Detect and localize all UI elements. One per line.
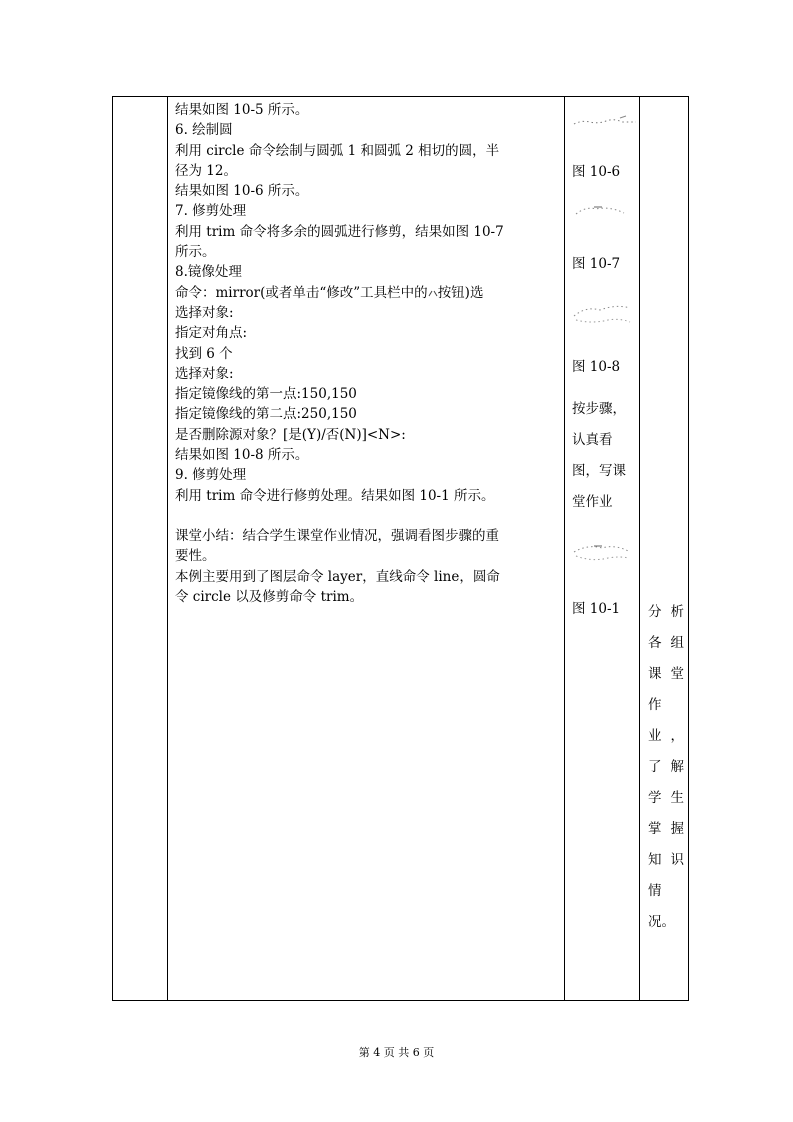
analysis-row [648,690,684,721]
figure-caption: 图 10-1 [572,601,621,617]
analysis-row [648,814,684,845]
analysis-char: 分 [648,604,662,620]
figure-thumbnail-10-6 [572,200,632,220]
text-line: 选择对象: [175,365,234,382]
analysis-row [648,721,684,752]
analysis-char: 握 [670,821,684,837]
analysis-char: 业 [648,728,662,744]
column-divider [167,96,168,1000]
analysis-column [648,597,684,938]
analysis-char: 掌 [648,821,662,837]
figure-caption: 图 10-6 [572,164,621,180]
analysis-row [648,783,684,814]
figure-caption: 图 10-8 [572,359,621,375]
text-line: 结果如图 10-6 所示。 [175,183,309,200]
analysis-char: 学 [648,790,662,806]
analysis-char: 析 [670,604,684,620]
analysis-char: 情 [648,883,662,899]
analysis-char: 堂 [670,666,684,682]
text-line: 利用 trim 命令将多余的圆弧进行修剪，结果如图 10-7 [175,223,504,240]
text-line: 找到 6 个 [175,345,233,362]
text-line: 径为 12。 [175,162,237,179]
text-line: 令 circle 以及修剪命令 trim。 [175,588,364,605]
analysis-row [648,659,684,690]
steps-note [572,394,632,518]
analysis-char: ， [670,728,684,744]
analysis-row [648,628,684,659]
analysis-char: 了 [648,759,662,775]
figure-thumbnail-10-7 [572,298,634,326]
text-line: 指定镜像线的第一点:150,150 [175,386,357,403]
steps-note-line: 堂作业 [572,494,613,510]
text-line: 8.镜像处理 [175,264,242,281]
text-line: 结果如图 10-8 所示。 [175,447,309,464]
analysis-char: 组 [670,635,684,651]
steps-note-line: 图，写课 [572,463,626,479]
analysis-row [648,876,684,907]
mirror-icon [428,288,438,298]
analysis-row [648,907,684,938]
text-line: 6. 绘制圆 [175,122,233,139]
column-divider [564,96,565,1000]
text-line: 选择对象: [175,304,234,321]
analysis-char: 况。 [648,914,675,930]
steps-note-line: 按步骤， [572,401,626,417]
text-line: 要性。 [175,548,216,565]
column-divider [639,96,640,1000]
text-line: 是否删除源对象？[是(Y)/否(N)]<N>: [175,426,406,443]
analysis-row [648,845,684,876]
text-line: 指定镜像线的第二点:250,150 [175,406,357,423]
text-line: 本例主要用到了图层命令 layer，直线命令 line，圆命 [175,568,500,585]
analysis-row [648,597,684,628]
text-line: 7. 修剪处理 [175,203,247,220]
mirror-command-text: 命令：mirror(或者单击“修改”工具栏中的 [175,284,428,301]
text-line: 9. 修剪处理 [175,467,247,484]
text-line: 指定对角点: [175,325,248,342]
steps-note-line: 认真看 [572,432,613,448]
lesson-steps-text [175,100,563,607]
figure-caption: 图 10-7 [572,256,621,272]
text-line [175,283,563,303]
analysis-char: 生 [670,790,684,806]
analysis-row [648,752,684,783]
text-line [175,506,563,526]
page-footer: 第 4 页 共 6 页 [358,1046,435,1059]
figure-thumbnail-10-8 [572,538,632,564]
text-line: 结果如图 10-5 所示。 [175,102,309,118]
figure-thumbnail-10-5 [572,110,638,130]
analysis-char: 识 [670,852,684,868]
text-line: 课堂小结：结合学生课堂作业情况，强调看图步骤的重 [175,527,499,544]
text-line: 所示。 [175,244,216,261]
analysis-char: 各 [648,635,662,651]
mirror-command-suffix: 按钮)选 [437,284,484,301]
analysis-char: 知 [648,852,662,868]
text-line: 利用 circle 命令绘制与圆弧 1 和圆弧 2 相切的圆，半 [175,142,500,159]
text-line: 利用 trim 命令进行修剪处理。结果如图 10-1 所示。 [175,487,495,504]
analysis-char: 作 [648,697,662,713]
analysis-char: 课 [648,666,662,682]
analysis-char: 解 [670,759,684,775]
